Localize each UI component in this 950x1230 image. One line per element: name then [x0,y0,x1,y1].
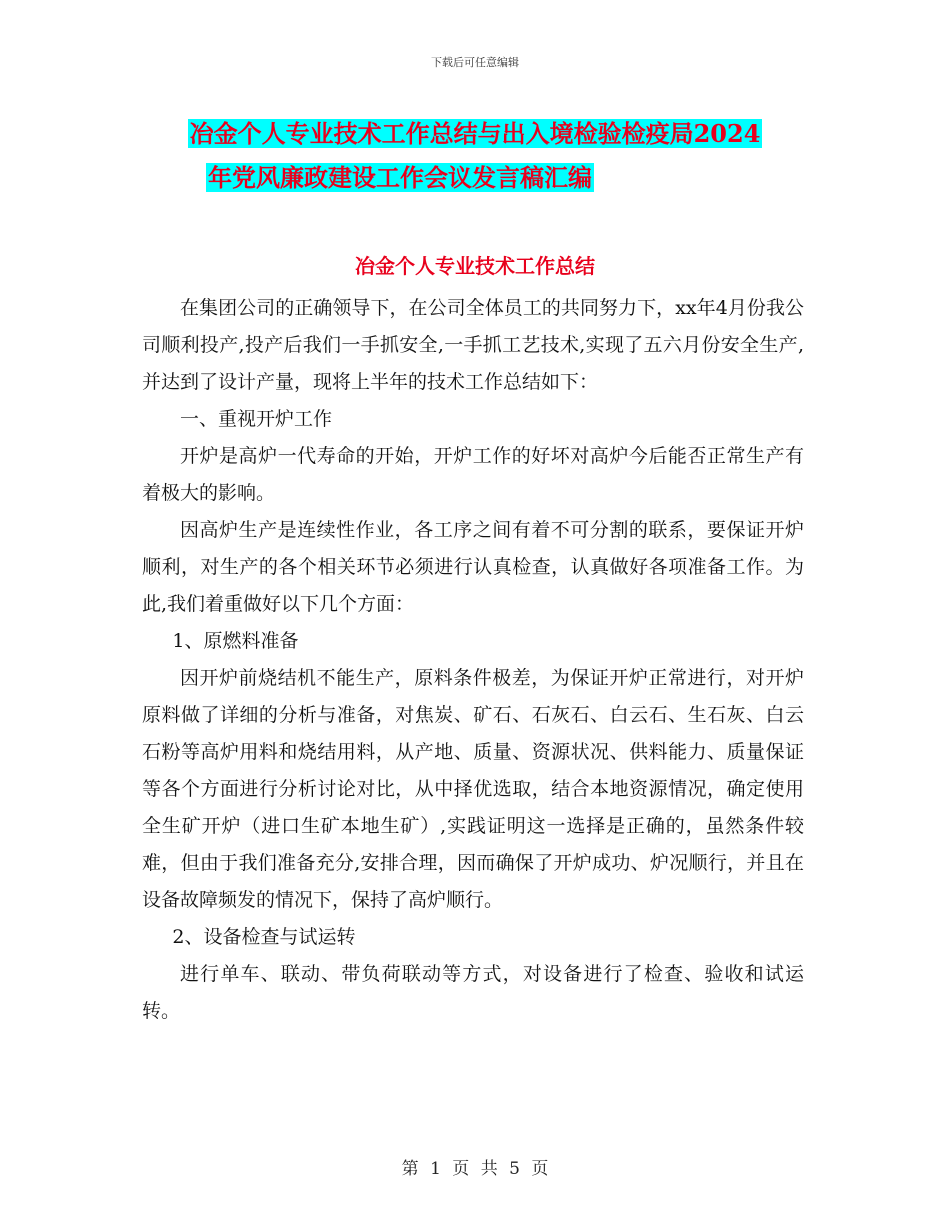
paragraph-preparation: 因高炉生产是连续性作业，各工序之间有着不可分割的联系，要保证开炉顺利，对生产的各个相关环节必须进行认真检查，认真做好各项准备工作。为此,我们着重做好以下几个方面： [142,519,804,615]
document-title-line1: 冶金个人专业技术工作总结与出入境检验检疫局2024 [189,119,761,148]
page-number-footer: 第 1 页 共 5 页 [401,1159,549,1179]
document-body [142,290,804,1030]
paragraph-raw-materials: 因开炉前烧结机不能生产，原料条件极差，为保证开炉正常进行，对开炉原料做了详细的分析与准备，对焦炭、矿石、石灰石、白云石、生石灰、白云石粉等高炉用料和烧结用料，从产地、质量、资源状况、供料能力、质量保证等各个方面进行分析讨论对比，从中择优选取，结合本地资源情况，确定使用全生矿开炉（进口生矿本地生矿）,实践证明这一选择是正确的，虽然条件较难，但由于我们准备充分,安排合理，因而确保了开炉成功、炉况顺行，并且在设备故障频发的情况下，保持了高炉顺行。 [142,667,804,911]
section-title: 冶金个人专业技术工作总结 [355,254,595,278]
document-title [0,112,950,200]
heading-equipment-check: 2、设备检查与试运转 [172,926,356,948]
paragraph-intro: 在集团公司的正确领导下，在公司全体员工的共同努力下，xx年4月份我公司顺利投产,投产后我们一手抓安全,一手抓工艺技术,实现了五六月份安全生产,并达到了设计产量，现将上半年的技术工作总结如下： [142,297,804,393]
heading-raw-materials: 1、原燃料准备 [172,630,299,652]
heading-furnace-startup: 一、重视开炉工作 [180,408,333,430]
document-title-line2: 年党风廉政建设工作会议发言稿汇编 [208,163,592,192]
paragraph-equipment-check: 进行单车、联动、带负荷联动等方式，对设备进行了检查、验收和试运转。 [142,963,804,1022]
page-header-note: 下载后可任意编辑 [431,56,519,69]
paragraph-furnace-importance: 开炉是高炉一代寿命的开始，开炉工作的好坏对高炉今后能否正常生产有着极大的影响。 [142,445,804,504]
